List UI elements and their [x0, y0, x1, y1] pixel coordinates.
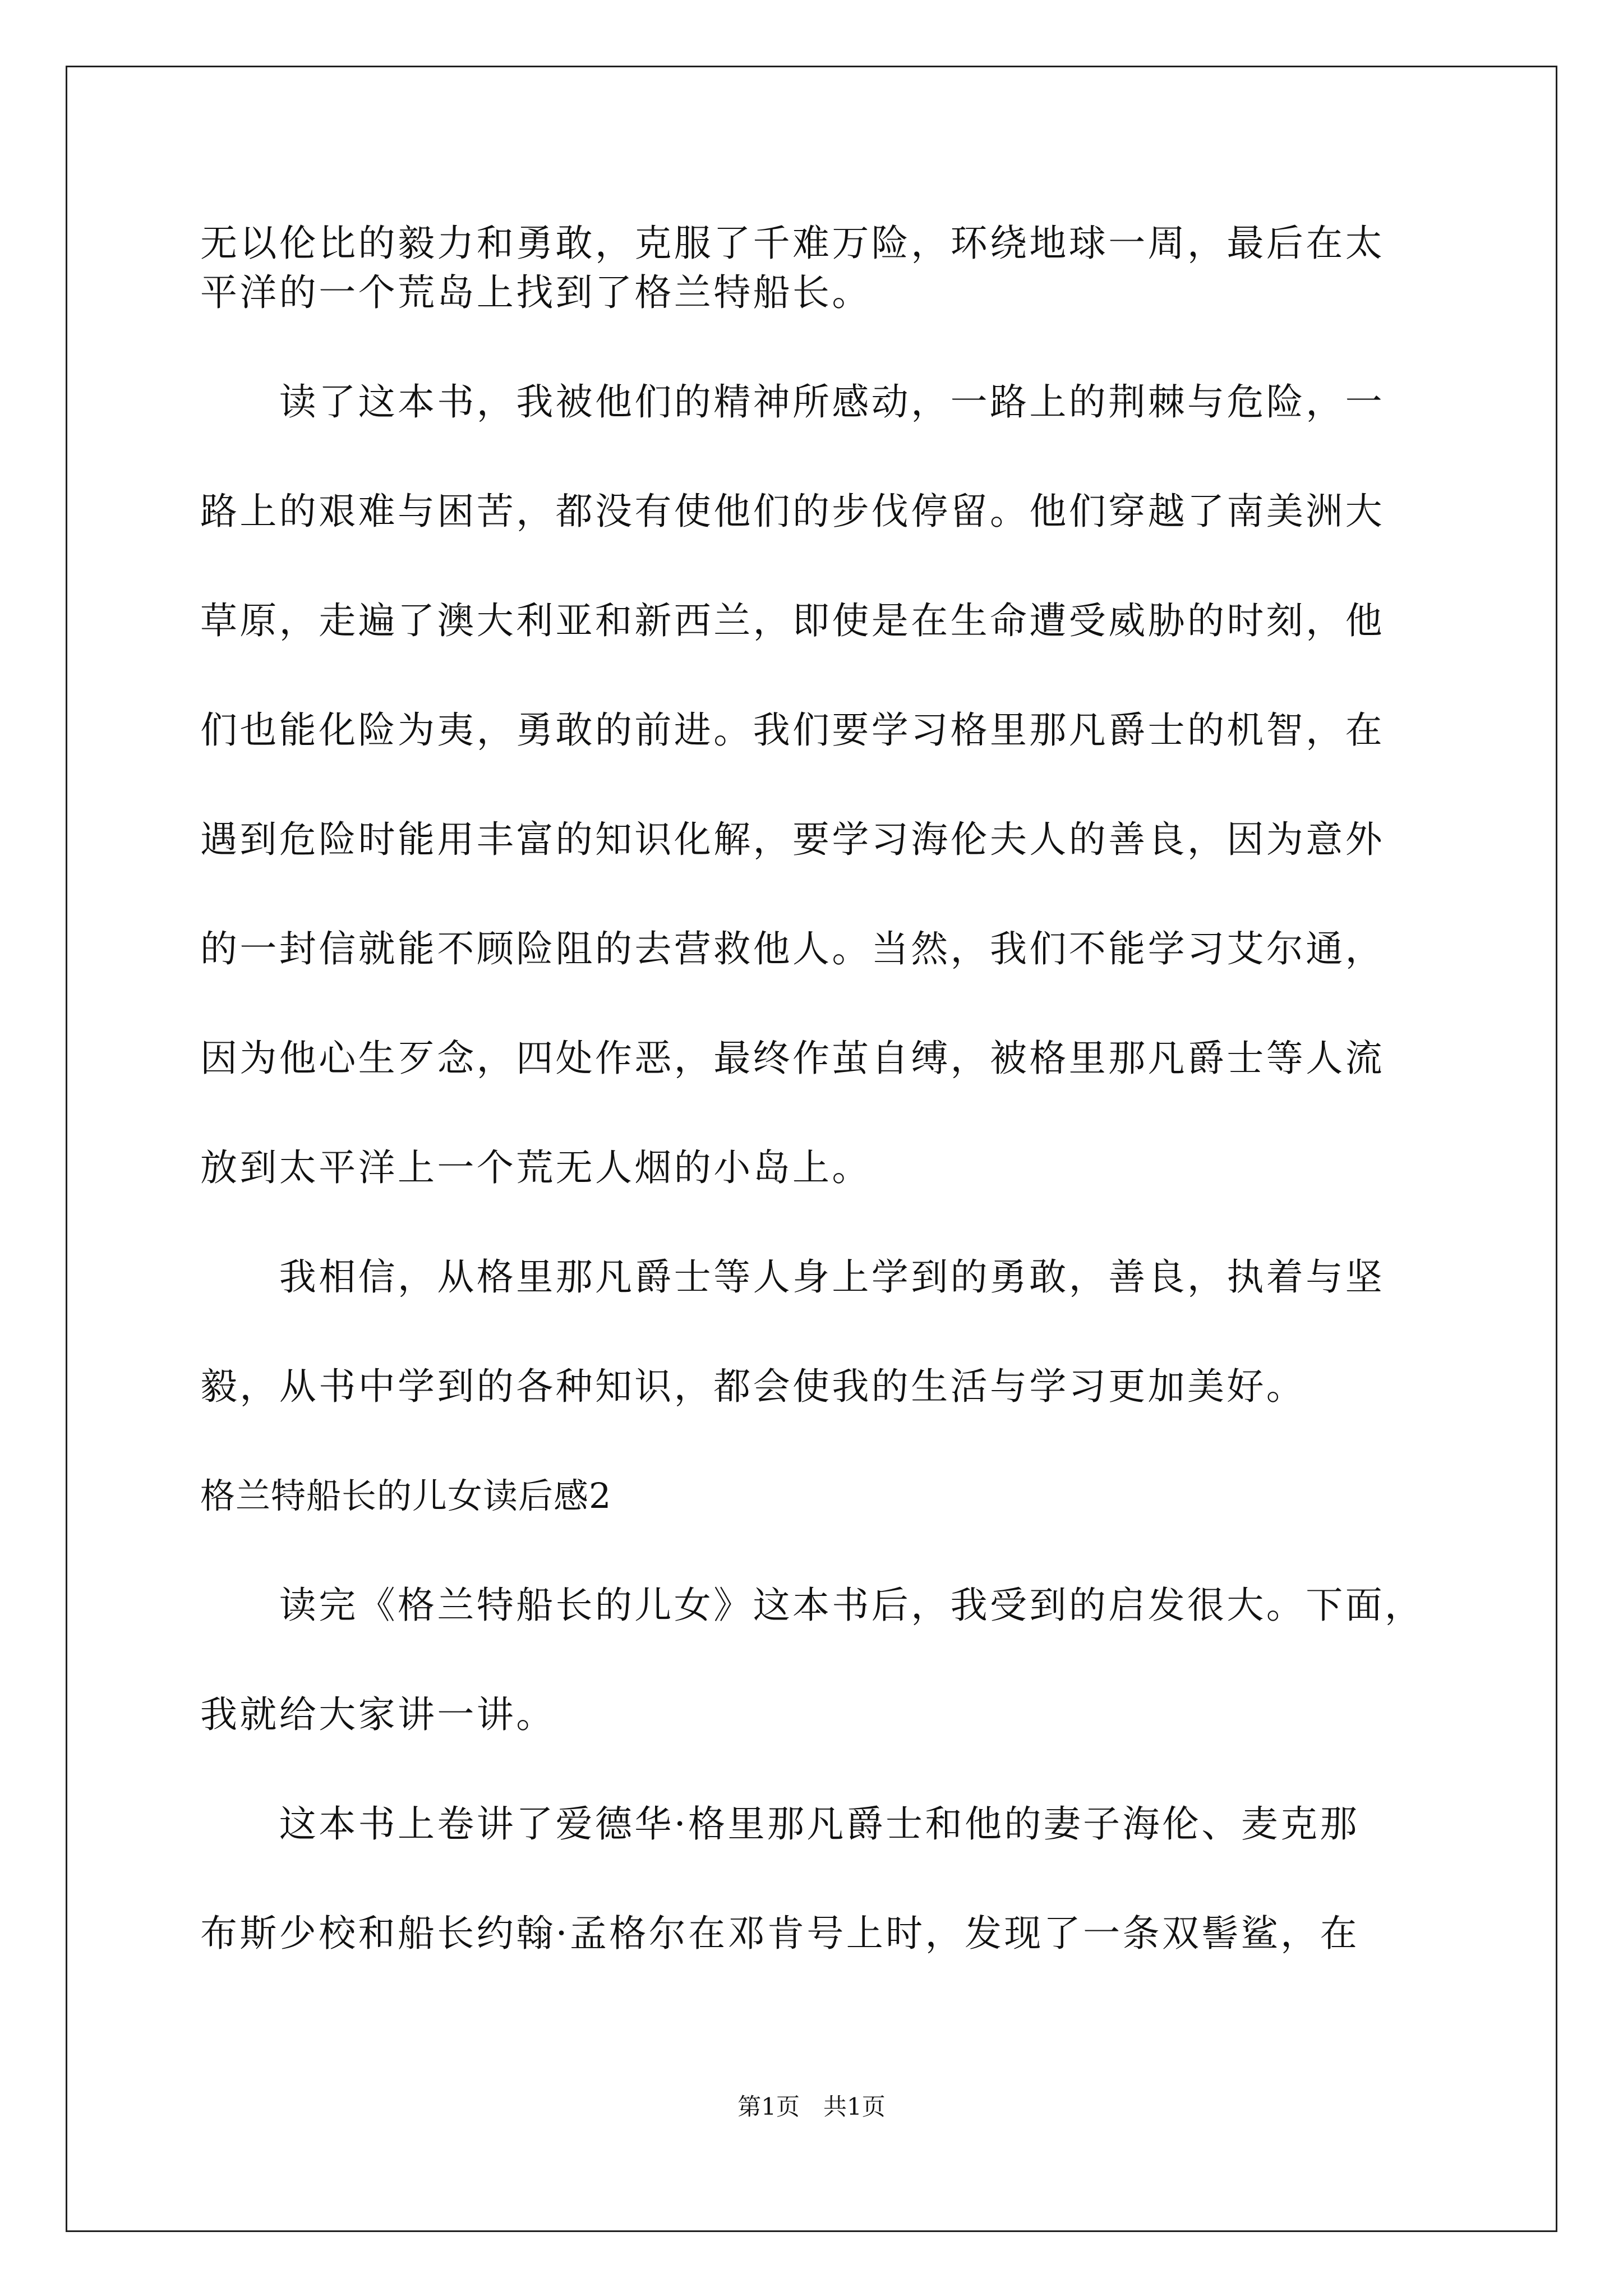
paragraph-4	[200, 1581, 1428, 1740]
section-heading: 格兰特船长的儿女读后感2	[200, 1475, 612, 1516]
paragraph-line: 我就给大家讲一讲。	[200, 1693, 556, 1736]
paragraph-1	[200, 219, 1428, 318]
paragraph-line: 读了这本书，我被他们的精神所感动，一路上的荆棘与危险，一	[200, 380, 1385, 424]
paragraph-line: 这本书上卷讲了爱德华·格里那凡爵士和他的妻子海伦、麦克那	[200, 1802, 1359, 1846]
paragraph-line: 草原，走遍了澳大利亚和新西兰，即使是在生命遭受威胁的时刻，他	[200, 599, 1385, 642]
page-number-footer: 第1页 共1页	[737, 2093, 886, 2120]
paragraph-line: 放到太平洋上一个荒无人烟的小岛上。	[200, 1146, 872, 1189]
paragraph-line: 无以伦比的毅力和勇敢，克服了千难万险，环绕地球一周，最后在太	[200, 222, 1385, 265]
paragraph-line: 毅，从书中学到的各种知识，都会使我的生活与学习更加美好。	[200, 1365, 1306, 1408]
paragraph-line: 读完《格兰特船长的儿女》这本书后，我受到的启发很大。下面，	[200, 1584, 1424, 1627]
paragraph-5	[200, 1800, 1428, 1958]
paragraph-line: 遇到危险时能用丰富的知识化解，要学习海伦夫人的善良，因为意外	[200, 818, 1385, 861]
paragraph-line: 因为他心生歹念，四处作恶，最终作茧自缚，被格里那凡爵士等人流	[200, 1037, 1385, 1080]
paragraph-line: 布斯少校和船长约翰·孟格尔在邓肯号上时，发现了一条双髻鲨，在	[200, 1912, 1359, 1955]
paragraph-line: 平洋的一个荒岛上找到了格兰特船长。	[200, 271, 872, 314]
paragraph-2	[200, 378, 1428, 1193]
paragraph-line: 路上的艰难与困苦，都没有使他们的步伐停留。他们穿越了南美洲大	[200, 490, 1385, 533]
paragraph-3	[200, 1253, 1428, 1411]
paragraph-line: 我相信，从格里那凡爵士等人身上学到的勇敢，善良，执着与坚	[200, 1255, 1385, 1299]
document-body	[200, 219, 1428, 1958]
paragraph-line: 们也能化险为夷，勇敢的前进。我们要学习格里那凡爵士的机智，在	[200, 708, 1385, 752]
paragraph-line: 的一封信就能不顾险阻的去营救他人。当然，我们不能学习艾尔通，	[200, 927, 1385, 970]
